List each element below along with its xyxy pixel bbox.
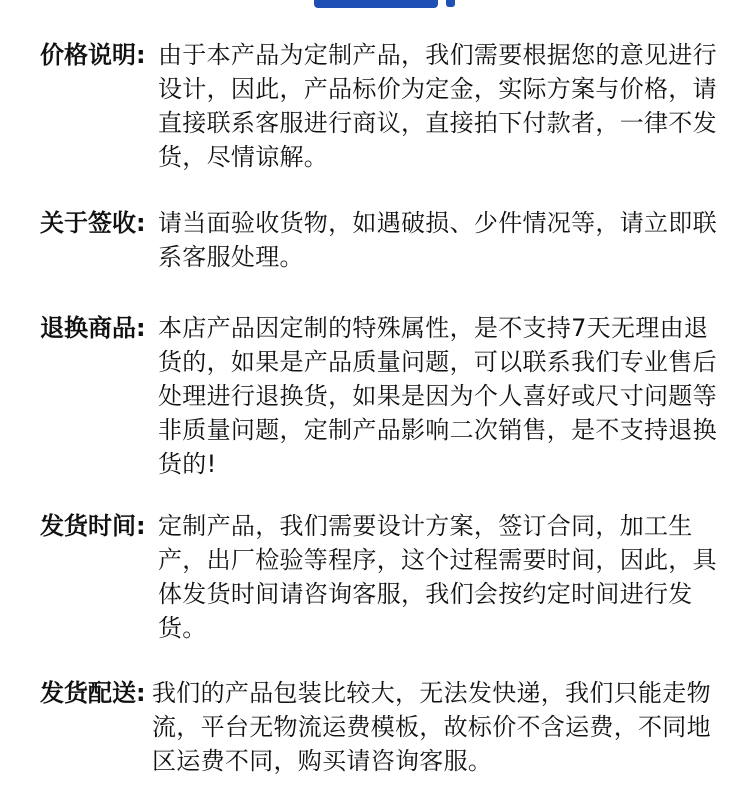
top-tab-indicator xyxy=(314,0,438,8)
top-tab-dot xyxy=(446,0,455,7)
section-label: 价格说明: xyxy=(40,41,146,69)
section-text: 定制产品，我们需要设计方案，签订合同，加工生产，出厂检验等程序，这个过程需要时间，因此，具体发货时间请咨询客服，我们会按约定时间进行发货。 xyxy=(158,512,717,642)
section-text: 我们的产品包装比较大，无法发快递，我们只能走物流，平台无物流运费模板，故标价不含运费，不同地区运费不同，购买请咨询客服。 xyxy=(152,679,711,775)
section-signing xyxy=(40,206,720,274)
section-text: 由于本产品为定制产品，我们需要根据您的意见进行设计，因此，产品标价为定金，实际方案与价格，请直接联系客服进行商议，直接拍下付款者，一律不发货，尽情谅解。 xyxy=(158,41,717,171)
section-delivery xyxy=(40,676,720,778)
section-text: 请当面验收货物，如遇破损、少件情况等，请立即联系客服处理。 xyxy=(158,209,717,271)
section-label: 关于签收: xyxy=(40,209,146,237)
section-label: 发货时间: xyxy=(40,512,146,540)
section-label: 退换商品: xyxy=(40,314,146,342)
section-label: 发货配送: xyxy=(40,679,146,707)
section-text: 本店产品因定制的特殊属性，是不支持7天无理由退货的，如果是产品质量问题，可以联系我们专业售后处理进行退换货，如果是因为个人喜好或尺寸问题等非质量问题，定制产品影响二次销售，是不支持退换货的! xyxy=(158,314,717,478)
section-returns xyxy=(40,311,720,481)
section-price-note xyxy=(40,38,720,174)
section-shipping-time xyxy=(40,509,720,645)
